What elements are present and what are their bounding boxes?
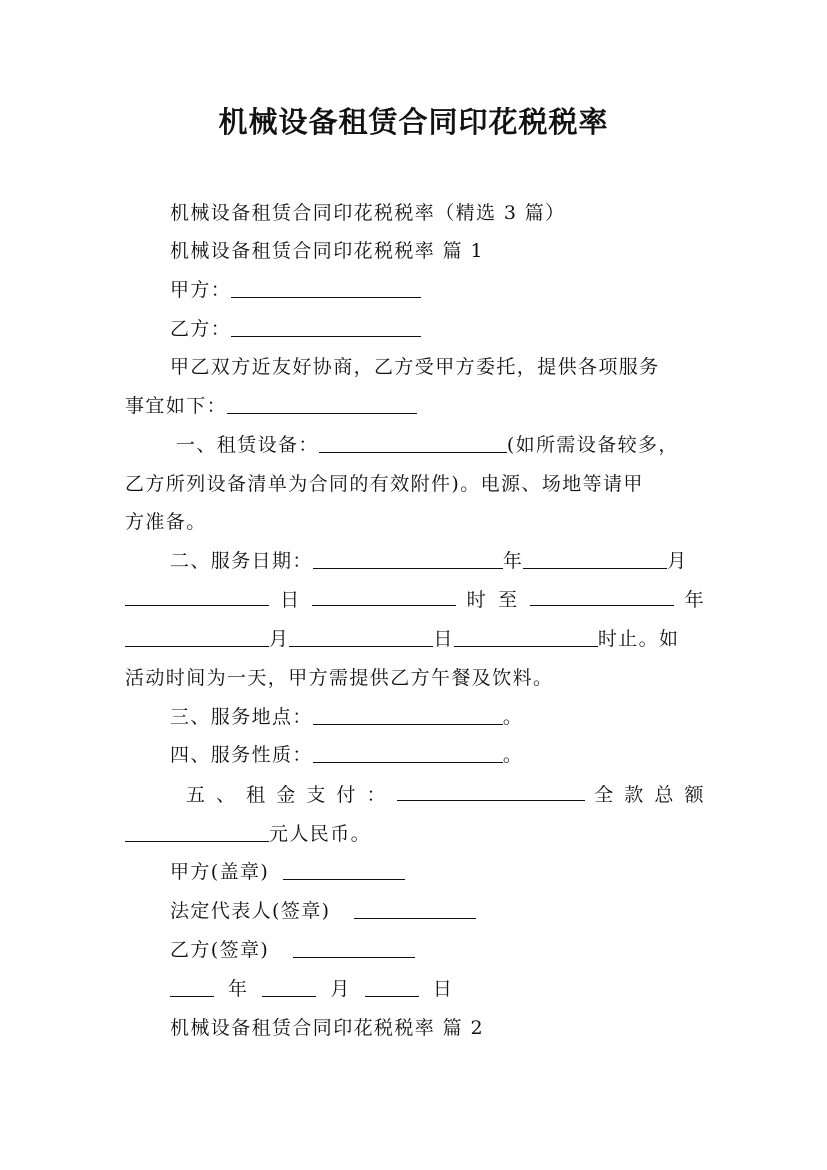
item4-label: 四、服务性质： [170,744,313,766]
intro-label: 事宜如下： [125,395,228,417]
item2-hour-blank [312,587,456,606]
item5-payment-blank [397,782,585,801]
seal-a-label: 甲方(盖章) [170,861,270,883]
item5-char: ： [366,784,387,806]
item2-end-label: 时止。如 [597,628,680,650]
item1-equipment-blank [319,434,507,453]
item5-total-char: 全 [594,784,615,806]
section-heading-part1: 机械设备租赁合同印花税税率 篇 1 [170,240,484,262]
item2-day2-blank [289,628,433,647]
item2-to-label: 至 [498,589,519,611]
seal-b-blank [293,939,415,958]
item1-line3: 方准备。 [125,511,207,533]
section-heading-part2: 机械设备租赁合同印花税税率 篇 2 [170,1017,484,1039]
item2-month2-blank [125,628,269,647]
date-year-blank [170,978,214,997]
item4-nature-blank [313,744,503,763]
date-month-label: 月 [330,978,351,1000]
item4-period: 。 [502,744,524,766]
item5-total-char: 额 [684,784,705,806]
party-a-label: 甲方： [170,279,232,301]
item5-line2 [125,821,705,847]
party-a-line [170,277,705,303]
intro-blank [227,395,417,414]
item2-label: 二、服务日期： [170,550,313,572]
date-month-blank [262,978,316,997]
item2-line2 [125,587,705,613]
item5-total-char: 款 [624,784,645,806]
legal-rep-blank [354,900,476,919]
document-title: 机械设备租赁合同印花税税率 [218,105,609,139]
item1-line1 [170,432,715,458]
item3-location-blank [313,706,503,725]
item2-line4: 活动时间为一天，甲方需提供乙方午餐及饮料。 [125,667,554,689]
seal-a-line [170,859,705,885]
legal-rep-line [170,898,705,924]
item2-month-label: 月 [667,550,688,572]
item5-char: 、 [216,784,237,806]
item2-month2-label: 月 [269,628,290,650]
item5-char: 五 [186,784,207,806]
item5-amount-blank [125,823,269,842]
item3-period: 。 [502,706,524,728]
item2-year2-label: 年 [684,589,705,611]
party-a-blank [231,279,421,298]
item2-year2-blank [530,587,674,606]
item1-line2: 乙方所列设备清单为合同的有效附件)。电源、场地等请甲 [125,473,644,495]
item3-label: 三、服务地点： [170,706,313,728]
item5-total-char: 总 [654,784,675,806]
item1-label: 一、租赁设备： [176,434,319,456]
seal-b-label: 乙方(签章) [170,939,270,961]
party-b-line [170,316,705,342]
date-day-label: 日 [432,978,454,1000]
party-b-label: 乙方： [170,318,232,340]
document-subtitle: 机械设备租赁合同印花税税率（精选 3 篇） [170,202,566,224]
item4-line [170,742,705,768]
item5-char: 金 [276,784,297,806]
item5-char: 租 [246,784,267,806]
item2-day-label: 日 [280,589,301,611]
seal-b-line [170,937,705,963]
item2-line1 [170,548,705,574]
signature-date-line [170,976,705,1002]
seal-a-blank [283,861,405,880]
intro-paragraph-line1: 甲乙双方近友好协商，乙方受甲方委托，提供各项服务 [170,356,660,378]
party-b-blank [231,318,421,337]
item2-line3 [125,626,705,652]
item1-note: (如所需设备较多， [506,434,679,456]
item3-line [170,704,705,730]
intro-paragraph-line2 [125,393,705,419]
item2-day-blank [125,587,269,606]
item5-char: 支 [306,784,327,806]
item2-year-label: 年 [502,550,524,572]
date-day-blank [365,978,419,997]
item2-month-blank [523,550,667,569]
item2-day2-label: 日 [433,628,454,650]
item2-year-blank [313,550,503,569]
item5-line1 [186,782,705,808]
item5-currency: 元人民币。 [269,823,372,845]
legal-rep-label: 法定代表人(签章) [170,900,331,922]
item2-hour-label: 时 [466,589,487,611]
date-year-label: 年 [228,978,249,1000]
item2-hour2-blank [454,628,598,647]
item5-char: 付 [336,784,357,806]
